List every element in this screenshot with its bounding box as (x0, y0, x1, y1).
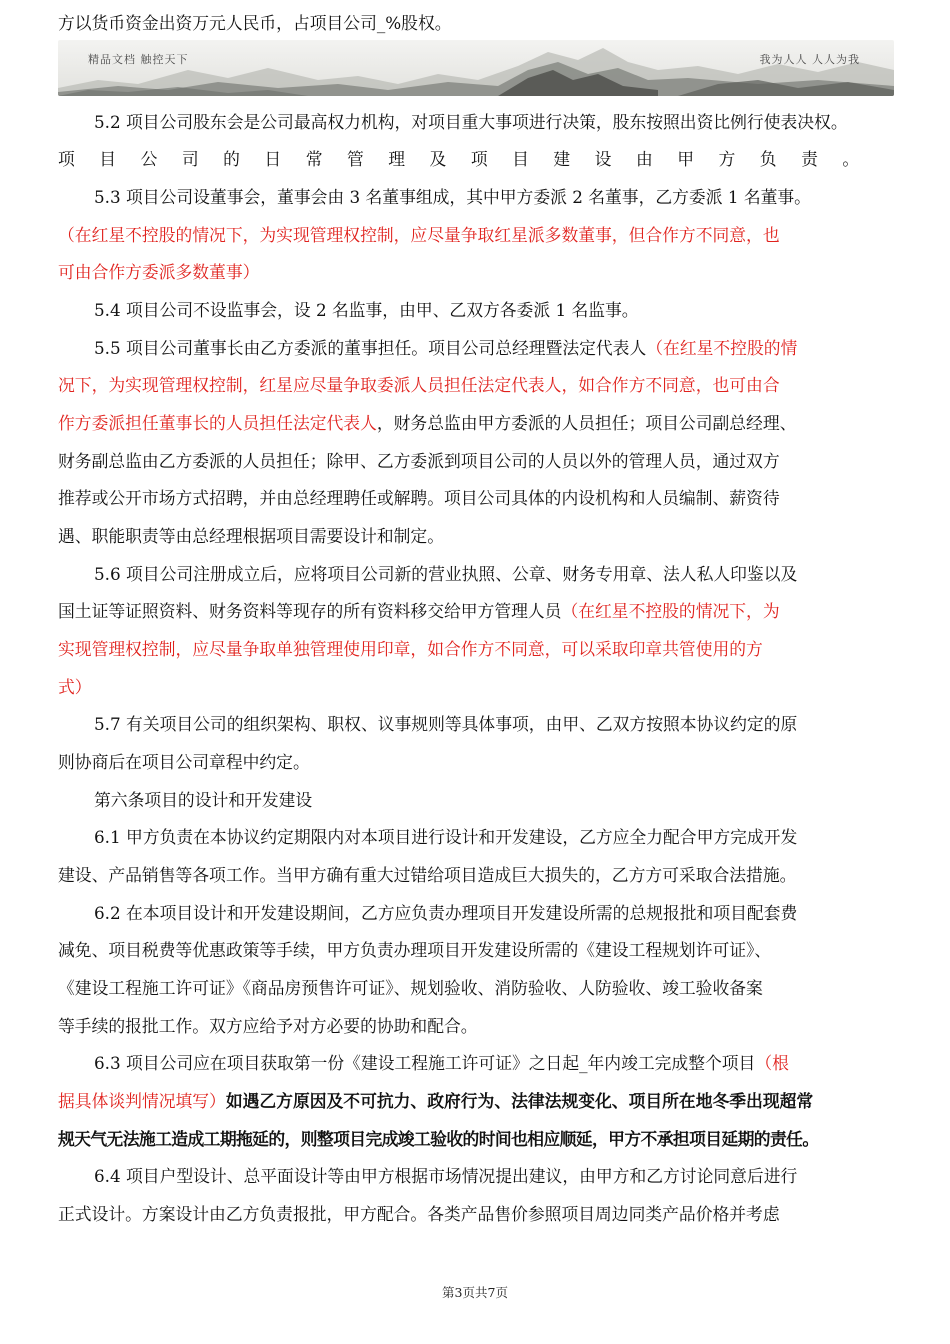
paragraph-6-3-line-3: 规天气无法施工造成工期拖延的，则整项目完成竣工验收的时间也相应顺延，甲方不承担项目延期的责任。 (58, 1129, 819, 1149)
paragraph-6-3-line-1 (94, 1052, 950, 1074)
paragraph-6-3-text: 6.3 项目公司应在项目获取第一份《建设工程施工许可证》之日起_年内竣工完成整个项目 (94, 1053, 756, 1073)
section-6-heading: 第六条项目的设计和开发建设 (94, 790, 313, 810)
landscape-banner (58, 40, 894, 96)
paragraph-5-5-line-5: 推荐或公开市场方式招聘，并由总经理聘任或解聘。项目公司具体的内设机构和人员编制、薪资待 (58, 488, 780, 508)
paragraph-5-5-continue: ，财务总监由甲方委派的人员担任；项目公司副总经理、 (376, 413, 797, 433)
paragraph-5-2-line-2: 项目公司的日常管理及项目建设由甲方负责。 (58, 149, 884, 169)
paragraph-5-6-line-2 (58, 600, 950, 622)
paragraph-5-5-line-4: 财务副总监由乙方委派的人员担任；除甲、乙方委派到项目公司的人员以外的管理人员，通过双方 (58, 451, 780, 471)
paragraph-5-3: 5.3 项目公司设董事会，董事会由 3 名董事组成，其中甲方委派 2 名董事，乙方委派 1 名董事。 (94, 187, 811, 207)
paragraph-6-2-line-3: 《建设工程施工许可证》《商品房预售许可证》、规划验收、消防验收、人防验收、竣工验收备案 (58, 978, 763, 998)
mountain-landscape-image (58, 40, 894, 96)
banner-left-text: 精品文档 触控天下 (88, 53, 189, 66)
paragraph-6-4-line-2: 正式设计。方案设计由乙方负责报批，甲方配合。各类产品售价参照项目周边同类产品价格并考虑 (58, 1204, 780, 1224)
paragraph-5-4: 5.4 项目公司不设监事会，设 2 名监事，由甲、乙双方各委派 1 名监事。 (94, 300, 639, 320)
paragraph-6-1-line-1: 6.1 甲方负责在本协议约定期限内对本项目进行设计和开发建设，乙方应全力配合甲方完成开发 (94, 827, 798, 847)
paragraph-5-5-line-1 (94, 337, 950, 359)
paragraph-5-7-line-2: 则协商后在项目公司章程中约定。 (58, 752, 310, 772)
paragraph-5-5-text: 5.5 项目公司董事长由乙方委派的董事担任。项目公司总经理暨法定代表人 (94, 338, 647, 358)
note-5-6-line-3: 式） (58, 677, 92, 697)
paragraph-6-1-line-2: 建设、产品销售等各项工作。当甲方确有重大过错给项目造成巨大损失的，乙方方可采取合法措施。 (58, 865, 797, 885)
note-5-5-end: 作方委派担任董事长的人员担任法定代表人 (58, 413, 377, 433)
note-6-3-start: （根 (755, 1053, 789, 1073)
banner-right-text: 我为人人 人人为我 (759, 53, 860, 66)
paragraph-5-6-text: 国土证等证照资料、财务资料等现存的所有资料移交给甲方管理人员 (58, 601, 562, 621)
page-number-footer: 第3页共7页 (442, 1285, 508, 1300)
paragraph-5-2-line-1: 5.2 项目公司股东会是公司最高权力机构，对项目重大事项进行决策，股东按照出资比例行使表决权。 (94, 112, 848, 132)
paragraph-6-3-line-2 (58, 1090, 950, 1112)
paragraph-6-2-line-1: 6.2 在本项目设计和开发建设期间，乙方应负责办理项目开发建设所需的总规报批和项目配套费 (94, 903, 798, 923)
note-5-3-line-2: 可由合作方委派多数董事） (58, 262, 260, 282)
note-5-5-line-2: 况下，为实现管理权控制，红星应尽量争取委派人员担任法定代表人，如合作方不同意，也可由合 (58, 375, 780, 395)
paragraph-6-2-line-4: 等手续的报批工作。双方应给予对方必要的协助和配合。 (58, 1016, 478, 1036)
paragraph-5-5-line-3 (58, 412, 950, 434)
note-5-6-start: （在红星不控股的情况下，为 (561, 601, 780, 621)
paragraph-5-5-line-6: 遇、职能职责等由总经理根据项目需要设计和制定。 (58, 526, 444, 546)
paragraph-6-2-line-2: 减免、项目税费等优惠政策等手续，甲方负责办理项目开发建设所需的《建设工程规划许可证》、 (58, 940, 772, 960)
paragraph-6-4-line-1: 6.4 项目户型设计、总平面设计等由甲方根据市场情况提出建议，由甲方和乙方讨论同意后进行 (94, 1166, 798, 1186)
paragraph-5-7-line-1: 5.7 有关项目公司的组织架构、职权、议事规则等具体事项，由甲、乙双方按照本协议约定的原 (94, 714, 798, 734)
note-6-3-end: 据具体谈判情况填写） (58, 1091, 226, 1111)
paragraph-5-6-line-1: 5.6 项目公司注册成立后，应将项目公司新的营业执照、公章、财务专用章、法人私人印鉴以及 (94, 564, 798, 584)
note-5-5-start: （在红星不控股的情 (646, 338, 798, 358)
paragraph-6-3-bold-text: 如遇乙方原因及不可抗力、政府行为、法律法规变化、项目所在地冬季出现超常 (225, 1091, 814, 1111)
note-5-3-line-1: （在红星不控股的情况下，为实现管理权控制，应尽量争取红星派多数董事，但合作方不同意，也 (58, 225, 780, 245)
header-line: 方以货币资金出资万元人民币，占项目公司_%股权。 (58, 13, 452, 33)
note-5-6-line-2: 实现管理权控制，应尽量争取单独管理使用印章，如合作方不同意，可以采取印章共管使用的方 (58, 639, 763, 659)
